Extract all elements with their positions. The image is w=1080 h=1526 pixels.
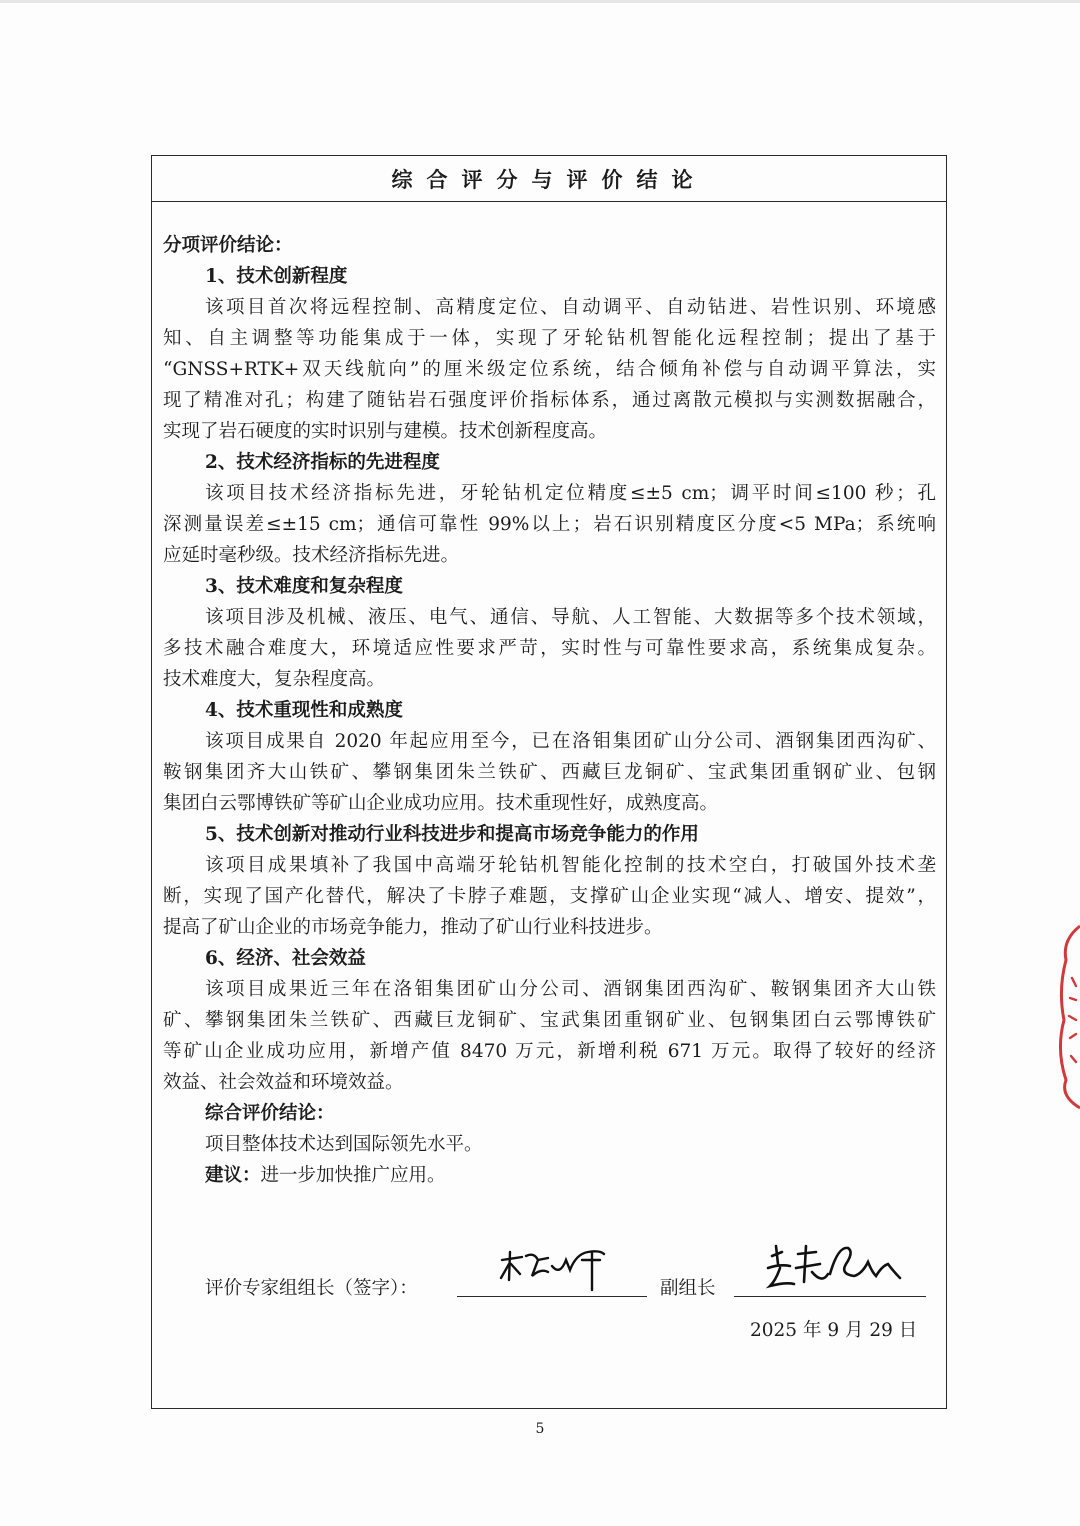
- overall-text: 项目整体技术达到国际领先水平。: [205, 1134, 483, 1155]
- section-text-line: 深测量误差≤±15 cm；通信可靠性 99%以上；岩石识别精度区分度<5 MPa；系统响: [163, 514, 936, 535]
- form-title: 综合评分与评价结论: [152, 156, 946, 202]
- leader-handwritten-signature: [496, 1246, 612, 1298]
- suggestion-label: 建议：: [205, 1165, 261, 1186]
- evaluation-form: [151, 155, 947, 1409]
- signature-row: [152, 1244, 946, 1304]
- section-text-line: 该项目首次将远程控制、高精度定位、自动调平、自动钻进、岩性识别、环境感: [205, 297, 936, 318]
- section-text-line: 鞍钢集团齐大山铁矿、攀钢集团朱兰铁矿、西藏巨龙铜矿、宝武集团重钢矿业、包钢: [163, 762, 936, 783]
- section-text-line: 该项目技术经济指标先进，牙轮钻机定位精度≤±5 cm；调平时间≤100 秒；孔: [205, 483, 936, 504]
- section-heading: 6、经济、社会效益: [205, 948, 366, 969]
- section-text-line: 应延时毫秒级。技术经济指标先进。: [163, 545, 460, 566]
- section-text-line: 该项目成果自 2020 年起应用至今，已在洛钼集团矿山分公司、酒钢集团西沟矿、: [205, 731, 936, 752]
- section-text-line: 该项目成果填补了我国中高端牙轮钻机智能化控制的技术空白，打破国外技术垄: [205, 855, 936, 876]
- section-text-line: 集团白云鄂博铁矿等矿山企业成功应用。技术重现性好，成熟度高。: [163, 793, 719, 814]
- page-number: 5: [535, 1421, 545, 1437]
- evaluation-date: 2025 年 9 月 29 日: [750, 1320, 918, 1341]
- section-text-line: 矿、攀钢集团朱兰铁矿、西藏巨龙铜矿、宝武集团重钢矿业、包钢集团白云鄂博铁矿: [163, 1010, 936, 1031]
- red-seal-stamp: [1054, 920, 1080, 1110]
- overall-heading: 综合评价结论：: [205, 1103, 335, 1124]
- section-heading: 1、技术创新程度: [205, 266, 348, 287]
- form-content: [163, 230, 936, 1191]
- section-heading: 3、技术难度和复杂程度: [205, 576, 403, 597]
- section-text-line: 现了精准对孔；构建了随钻岩石强度评价指标体系，通过离散元模拟与实测数据融合，: [163, 390, 936, 411]
- section-heading: 2、技术经济指标的先进程度: [205, 452, 440, 473]
- deputy-signature-line: [734, 1296, 926, 1297]
- deputy-label: 副组长: [660, 1278, 716, 1299]
- section-text-line: 多技术融合难度大，环境适应性要求严苛，实时性与可靠性要求高，系统集成复杂。: [163, 638, 936, 659]
- deputy-handwritten-signature: [764, 1238, 910, 1294]
- section-text-line: 实现了岩石硬度的实时识别与建模。技术创新程度高。: [163, 421, 608, 442]
- section-text-line: 提高了矿山企业的市场竞争能力，推动了矿山行业科技进步。: [163, 917, 663, 938]
- subsection-heading: 分项评价结论：: [163, 235, 293, 256]
- section-text-line: 断，实现了国产化替代，解决了卡脖子难题，支撑矿山企业实现“减人、增安、提效”，: [163, 886, 936, 907]
- suggestion-text: 进一步加快推广应用。: [260, 1165, 446, 1186]
- scan-top-edge: [0, 0, 1080, 3]
- suggestion-line: [163, 1160, 936, 1191]
- section-text-line: 知、自主调整等功能集成于一体，实现了牙轮钻机智能化远程控制；提出了基于: [163, 328, 936, 349]
- sections-container: [163, 261, 936, 1098]
- leader-signature-label: 评价专家组组长（签字）：: [205, 1278, 418, 1299]
- section-text-line: “GNSS+RTK+双天线航向”的厘米级定位系统，结合倾角补偿与自动调平算法，实: [163, 359, 936, 380]
- section-text-line: 该项目成果近三年在洛钼集团矿山分公司、酒钢集团西沟矿、鞍钢集团齐大山铁: [205, 979, 936, 1000]
- section-text-line: 该项目涉及机械、液压、电气、通信、导航、人工智能、大数据等多个技术领域，: [205, 607, 936, 628]
- section-text-line: 效益、社会效益和环境效益。: [163, 1072, 404, 1093]
- section-heading: 4、技术重现性和成熟度: [205, 700, 403, 721]
- section-text-line: 技术难度大，复杂程度高。: [163, 669, 386, 690]
- section-text-line: 等矿山企业成功应用，新增产值 8470 万元，新增利税 671 万元。取得了较好的经济: [163, 1041, 936, 1062]
- section-heading: 5、技术创新对推动行业科技进步和提高市场竞争能力的作用: [205, 824, 699, 845]
